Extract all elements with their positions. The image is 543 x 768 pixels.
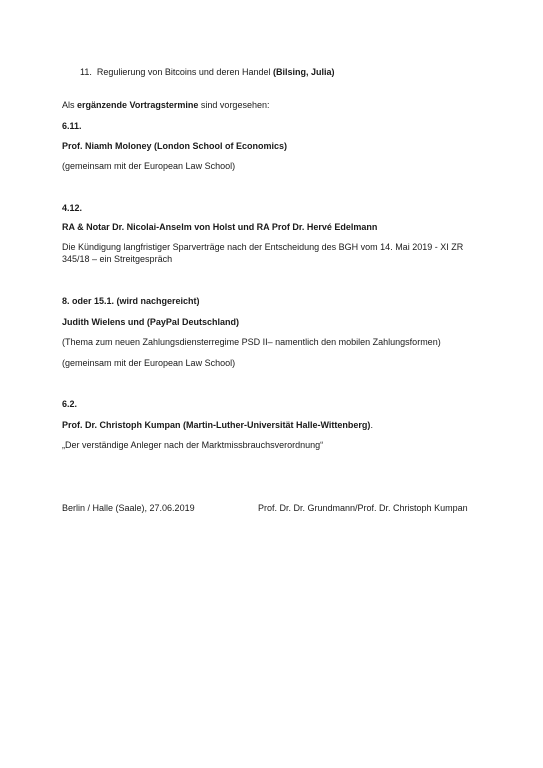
event-topic: „Der verständige Anleger nach der Marktmissbrauchsverordnung“	[62, 440, 324, 450]
event-speaker-line	[62, 420, 373, 432]
event-note: (gemeinsam mit der European Law School)	[62, 358, 236, 368]
place-date: Berlin / Halle (Saale), 27.06.2019	[62, 503, 195, 513]
event-date: 8. oder 15.1. (wird nachgereicht)	[62, 296, 200, 306]
event-topic: Die Kündigung langfristiger Sparverträge nach der Entscheidung des BGH vom 14. Mai 2019 - XI ZR 345/18 – ein Streitgespräch	[62, 242, 464, 264]
list-item-11	[80, 67, 335, 79]
list-number: 11.	[80, 67, 92, 77]
list-presenters: (Bilsing, Julia)	[273, 67, 335, 77]
event-date: 6.2.	[62, 399, 78, 409]
event-speaker: RA & Notar Dr. Nicolai-Anselm von Holst und RA Prof Dr. Hervé Edelmann	[62, 222, 378, 232]
signatories: Prof. Dr. Dr. Grundmann/Prof. Dr. Christoph Kumpan	[258, 503, 468, 513]
event-speaker: Prof. Niamh Moloney (London School of Economics)	[62, 141, 287, 151]
event-date: 6.11.	[62, 121, 82, 131]
intro-line	[62, 100, 269, 112]
event-speaker: Prof. Dr. Christoph Kumpan (Martin-Luther-Universität Halle-Wittenberg)	[62, 420, 371, 430]
event-date: 4.12.	[62, 203, 83, 213]
event-note: (gemeinsam mit der European Law School)	[62, 161, 236, 171]
event-speaker-suffix: .	[370, 420, 373, 430]
list-text: Regulierung von Bitcoins und deren Handel	[96, 67, 271, 77]
event-speaker: Judith Wielens und (PayPal Deutschland)	[62, 317, 239, 327]
intro-suffix: sind vorgesehen:	[200, 100, 270, 110]
event-topic: (Thema zum neuen Zahlungsdiensterregime PSD II– namentlich den mobilen Zahlungsformen)	[62, 337, 441, 347]
intro-bold: ergänzende Vortragstermine	[77, 100, 199, 110]
intro-prefix: Als	[62, 100, 75, 110]
